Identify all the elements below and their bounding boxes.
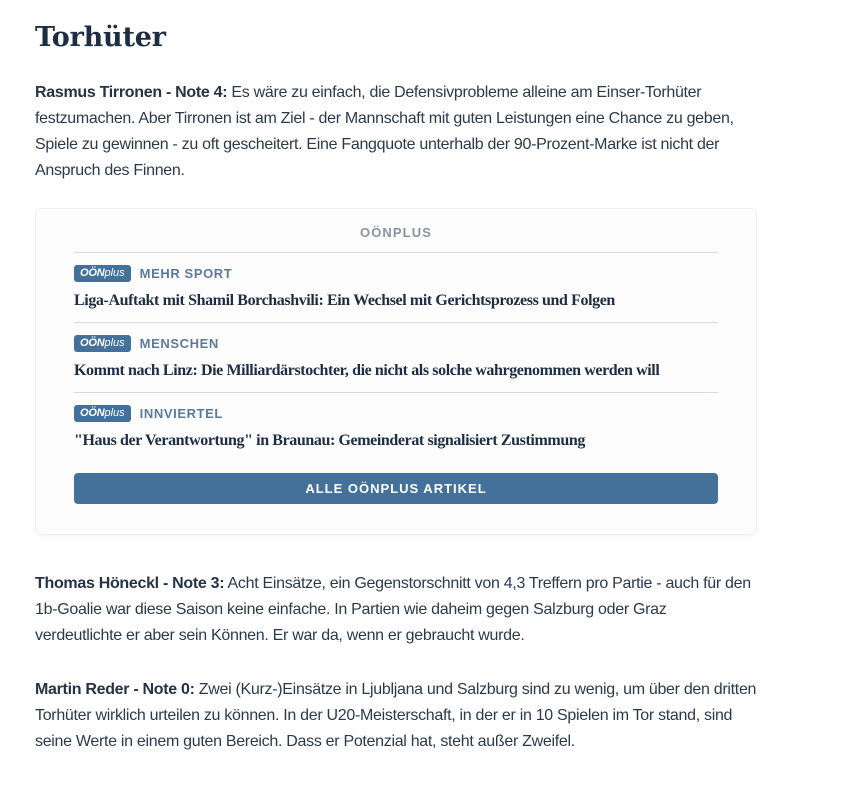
- paragraph-reder: [35, 677, 757, 755]
- teaser-title-link[interactable]: "Haus der Verantwortung" in Braunau: Gemeinderat signalisiert Zustimmung: [74, 432, 585, 449]
- paragraph-text: Es wäre zu einfach, die Defensivprobleme alleine am Einser-Torhüter festzumachen. Aber Tirronen ist am Ziel - der Mannschaft mit guten Leistungen eine Chance zu geben, Spiele zu gewinnen - zu oft gescheitert. Eine Fangquote unterhalb der 90-Prozent-Marke ist nicht der Anspruch des Finnen.: [35, 84, 734, 179]
- badge-suffix: plus: [104, 337, 125, 349]
- badge-brand: OÖN: [80, 267, 105, 279]
- all-oeonplus-articles-button[interactable]: ALLE OÖNPLUS ARTIKEL: [74, 473, 718, 504]
- teaser-category: MENSCHEN: [139, 336, 219, 351]
- player-rating-lead: Rasmus Tirronen - Note 4:: [35, 84, 228, 101]
- oeonplus-teaser-box: [35, 208, 757, 535]
- article-content: [35, 21, 757, 755]
- page-title: Torhüter: [35, 22, 166, 53]
- teaser-meta: [74, 404, 718, 423]
- teaser-article-2[interactable]: [74, 322, 718, 392]
- paragraph-text: Acht Einsätze, ein Gegenstorschnitt von 4,3 Treffern pro Partie - auch für den 1b-Goalie war diese Saison keine einfache. In Partien wie daheim gegen Salzburg oder Graz verdeutlichte er aber sein Können. Er war da, wenn er gebraucht wurde.: [35, 575, 751, 644]
- teaser-article-3[interactable]: [74, 392, 718, 462]
- oeonplus-badge-icon: [74, 405, 131, 422]
- oeonplus-badge-icon: [74, 265, 131, 282]
- teaser-category: MEHR SPORT: [139, 266, 233, 281]
- paragraph-hoeneckl: [35, 571, 757, 649]
- player-rating-lead: Thomas Höneckl - Note 3:: [35, 575, 225, 592]
- plus-box-header: OÖNPLUS: [360, 225, 432, 240]
- badge-suffix: plus: [104, 267, 125, 279]
- badge-brand: OÖN: [80, 407, 105, 419]
- teaser-category: INNVIERTEL: [139, 406, 223, 421]
- badge-suffix: plus: [104, 407, 125, 419]
- teaser-meta: [74, 334, 718, 353]
- player-rating-lead: Martin Reder - Note 0:: [35, 681, 195, 698]
- paragraph-tirronen: [35, 80, 757, 184]
- badge-brand: OÖN: [80, 337, 105, 349]
- teaser-meta: [74, 264, 718, 283]
- oeonplus-badge-icon: [74, 335, 131, 352]
- teaser-title-link[interactable]: Liga-Auftakt mit Shamil Borchashvili: Ein Wechsel mit Gerichtsprozess und Folgen: [74, 292, 615, 309]
- teaser-title-link[interactable]: Kommt nach Linz: Die Milliardärstochter, die nicht als solche wahrgenommen werden will: [74, 362, 660, 379]
- paragraph-text: Zwei (Kurz-)Einsätze in Ljubljana und Salzburg sind zu wenig, um über den dritten Torhüter wirklich urteilen zu können. In der U20-Meisterschaft, in der er in 10 Spielen im Tor stand, sind seine Werte in einem guten Bereich. Dass er Potenzial hat, steht außer Zweifel.: [35, 681, 757, 750]
- teaser-article-1[interactable]: [74, 252, 718, 322]
